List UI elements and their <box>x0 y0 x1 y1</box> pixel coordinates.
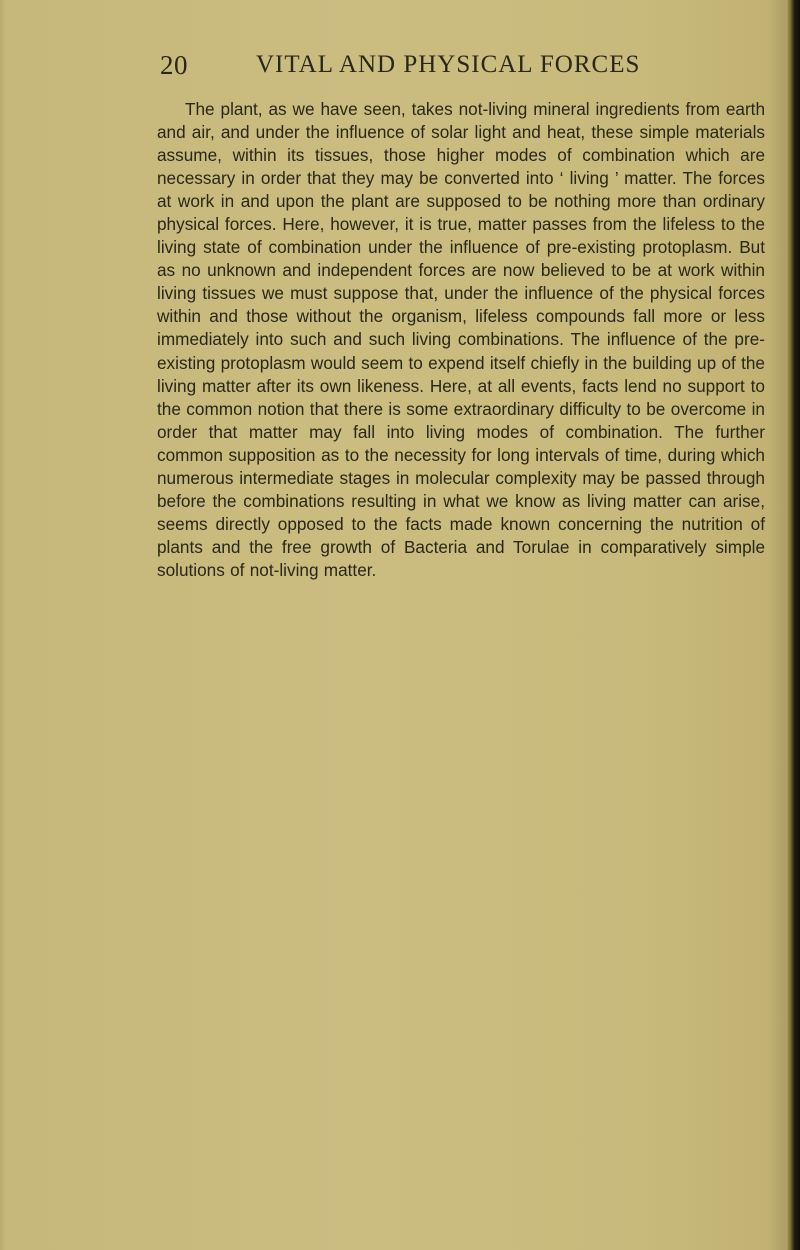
page-header <box>160 50 760 90</box>
page-edge-shadow <box>786 0 800 1250</box>
running-title: VITAL AND PHYSICAL FORCES <box>256 51 641 78</box>
page-number: 20 <box>160 50 188 80</box>
page-gutter-shadow <box>0 0 6 1250</box>
body-paragraph: The plant, as we have seen, takes not-living mineral ingredients from earth and air, and under the influence of solar light and heat, these simple materials assume, within its tissues, those higher modes of combination which are necessary in order that they may be converted into ‘ living ’ matter. The forces at work in and upon the plant are supposed to be nothing more than ordinary physical forces. Here, however, it is true, matter passes from the lifeless to the living state of combination under the influence of pre-existing protoplasm. But as no unknown and independent forces are now believed to be at work within living tissues we must suppose that, under the influence of the physical forces within and those without the organism, lifeless compounds fall more or less immediately into such and such living combinations. The influence of the pre-existing protoplasm would seem to expend itself chiefly in the building up of the living matter after its own likeness. Here, at all events, facts lend no support to the common notion that there is some extraordinary difficulty to be overcome in order that matter may fall into living modes of combination. The further common supposition as to the necessity for long intervals of time, during which numerous intermediate stages in molecular complexity may be passed through before the combinations resulting in what we know as living matter can arise, seems directly opposed to the facts made known concerning the nutrition of plants and the free growth of Bacteria and Torulae in comparatively simple solutions of not-living matter. <box>157 99 765 580</box>
